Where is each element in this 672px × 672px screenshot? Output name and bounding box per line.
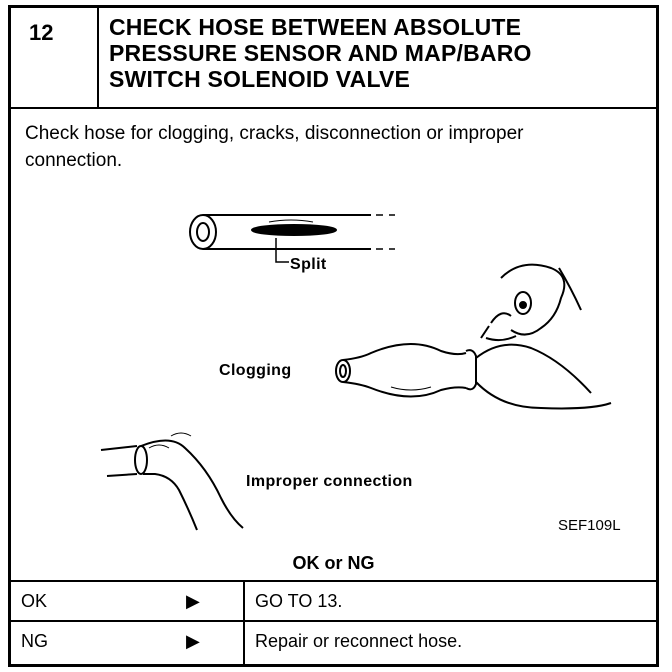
result-row-ok xyxy=(11,580,656,620)
clogging-drawing xyxy=(336,265,611,409)
result-row-ng xyxy=(11,620,656,664)
result-label: OK or NG xyxy=(292,553,375,573)
title-line: CHECK HOSE BETWEEN ABSOLUTE xyxy=(109,14,522,40)
improper-connection-drawing xyxy=(101,433,243,530)
split-label: Split xyxy=(290,256,327,273)
improper-connection-label: Improper connection xyxy=(246,473,413,490)
arrow-right-icon: ▶ xyxy=(186,631,200,651)
figure-reference-code: SEF109L xyxy=(558,517,621,534)
result-key: NG xyxy=(21,631,48,651)
split-hose-drawing xyxy=(190,215,395,262)
result-action: GO TO 13. xyxy=(255,591,343,611)
result-action: Repair or reconnect hose. xyxy=(255,631,463,651)
clogging-label: Clogging xyxy=(219,362,292,379)
arrow-right-icon: ▶ xyxy=(186,591,200,611)
procedure-box xyxy=(8,5,659,667)
step-title xyxy=(109,14,649,92)
title-line: PRESSURE SENSOR AND MAP/BARO xyxy=(109,40,532,66)
result-key: OK xyxy=(21,591,48,611)
step-number: 12 xyxy=(11,8,99,107)
step-header xyxy=(11,8,656,109)
instruction-line: Check hose for clogging, cracks, disconnection or improper xyxy=(25,123,524,144)
instruction-text xyxy=(25,120,645,174)
hose-illustration xyxy=(71,198,651,538)
title-line: SWITCH SOLENOID VALVE xyxy=(109,66,411,92)
divider xyxy=(243,622,245,664)
divider xyxy=(243,582,245,620)
instruction-line: connection. xyxy=(25,150,123,171)
